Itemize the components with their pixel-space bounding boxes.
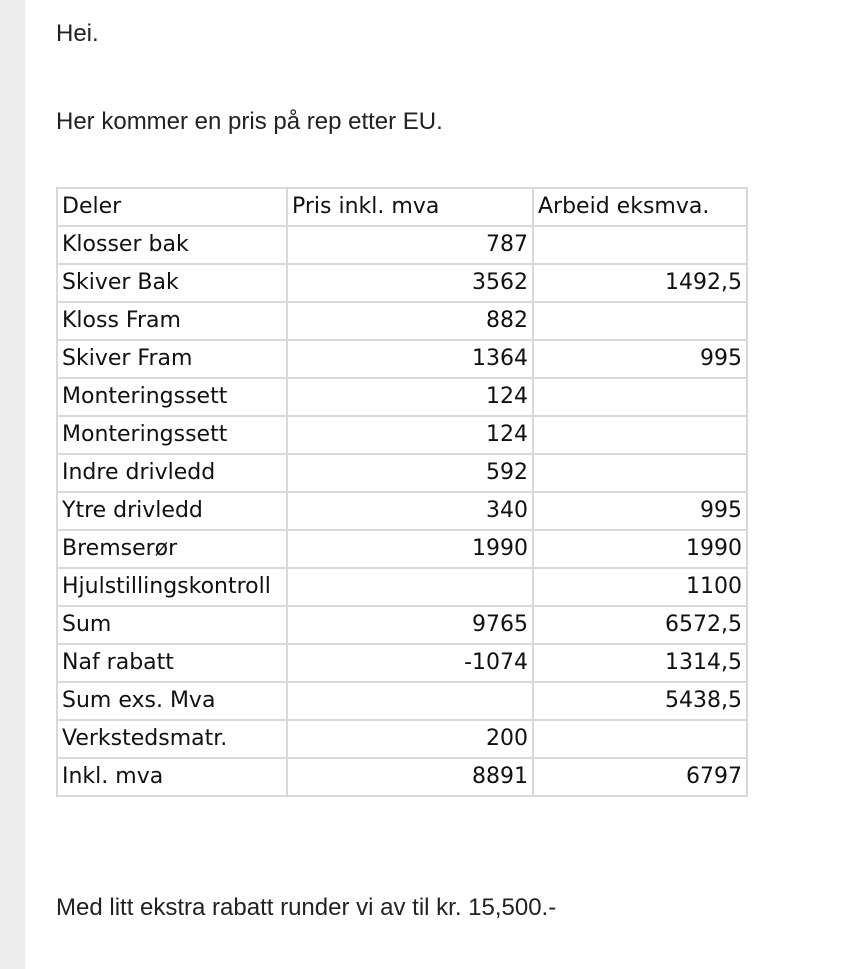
cell-deler: Bremserør: [57, 530, 287, 568]
cell-arbeid: 1492,5: [533, 264, 747, 302]
table-header-row: [57, 188, 747, 226]
cell-pris: 3562: [287, 264, 533, 302]
cell-pris: 8891: [287, 758, 533, 796]
cell-deler: Sum: [57, 606, 287, 644]
cell-arbeid: [533, 302, 747, 340]
cell-arbeid: 1100: [533, 568, 747, 606]
cell-arbeid: [533, 720, 747, 758]
closing-text: Med litt ekstra rabatt runder vi av til kr. 15,500.-: [56, 894, 557, 921]
cell-deler: Ytre drivledd: [57, 492, 287, 530]
table-row: [57, 226, 747, 264]
table-row: [57, 758, 747, 796]
header-pris: Pris inkl. mva: [287, 188, 533, 226]
price-table: [56, 187, 748, 797]
cell-deler: [57, 568, 287, 606]
cell-deler: Monteringssett: [57, 378, 287, 416]
cell-pris: 1364: [287, 340, 533, 378]
table-row: [57, 682, 747, 720]
cell-deler: Naf rabatt: [57, 644, 287, 682]
table-row: [57, 454, 747, 492]
cell-deler-text: Sum exs. Mva: [62, 688, 216, 713]
cell-pris: 1990: [287, 530, 533, 568]
table-row: [57, 492, 747, 530]
table-row: [57, 264, 747, 302]
cell-pris: 124: [287, 416, 533, 454]
cell-pris: 340: [287, 492, 533, 530]
cell-arbeid: 995: [533, 340, 747, 378]
table-row: [57, 568, 747, 606]
cell-pris: 200: [287, 720, 533, 758]
table-row: [57, 340, 747, 378]
cell-pris: 592: [287, 454, 533, 492]
table-row: [57, 644, 747, 682]
cell-pris: 882: [287, 302, 533, 340]
cell-arbeid: [533, 378, 747, 416]
cell-pris: [287, 568, 533, 606]
table-row: [57, 378, 747, 416]
cell-arbeid: [533, 454, 747, 492]
greeting-text: Hei.: [56, 20, 99, 47]
header-deler: Deler: [57, 188, 287, 226]
cell-deler: Klosser bak: [57, 226, 287, 264]
cell-deler: Monteringssett: [57, 416, 287, 454]
cell-deler: Inkl. mva: [57, 758, 287, 796]
table-row: [57, 302, 747, 340]
table-row: [57, 606, 747, 644]
cell-arbeid: [533, 226, 747, 264]
cell-deler: [57, 682, 287, 720]
table-row: [57, 416, 747, 454]
header-arbeid: Arbeid eksmva.: [533, 188, 747, 226]
cell-arbeid: 1990: [533, 530, 747, 568]
cell-pris: [287, 682, 533, 720]
cell-arbeid: 1314,5: [533, 644, 747, 682]
cell-pris: 9765: [287, 606, 533, 644]
left-margin-strip: [0, 0, 25, 969]
cell-arbeid: 6797: [533, 758, 747, 796]
cell-arbeid: 6572,5: [533, 606, 747, 644]
cell-arbeid: [533, 416, 747, 454]
cell-pris: 124: [287, 378, 533, 416]
cell-deler: Skiver Bak: [57, 264, 287, 302]
cell-deler: Skiver Fram: [57, 340, 287, 378]
table-row: [57, 720, 747, 758]
cell-pris: -1074: [287, 644, 533, 682]
cell-pris: 787: [287, 226, 533, 264]
intro-text: Her kommer en pris på rep etter EU.: [56, 108, 443, 135]
cell-arbeid: 5438,5: [533, 682, 747, 720]
cell-deler-text: Hjulstillingskontroll: [62, 574, 271, 599]
cell-deler: Verkstedsmatr.: [57, 720, 287, 758]
table-row: [57, 530, 747, 568]
cell-deler: Indre drivledd: [57, 454, 287, 492]
cell-arbeid: 995: [533, 492, 747, 530]
cell-deler: Kloss Fram: [57, 302, 287, 340]
